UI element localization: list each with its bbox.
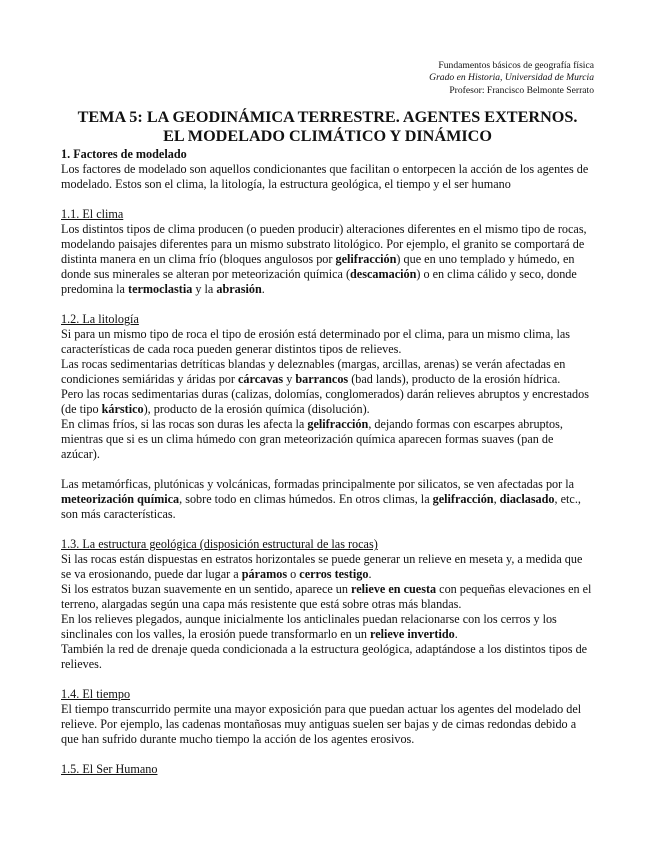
section-1-3-para-4: También la red de drenaje queda condicionada a la estructura geológica, adaptándose a los distintos tipos de relieves. [61,642,588,672]
section-1-2-para-2: Las rocas sedimentarias detríticas blandas y deleznables (margas, arcillas, arenas) se verán afectadas en condiciones semiáridas y áridas por cárcavas y barrancos (bad lands), producto de la erosión hídrica. [61,357,566,387]
section-1-3-heading: 1.3. La estructura geológica (disposición estructural de las rocas) [61,537,378,552]
term-descamacion: descamación [350,267,417,282]
term-relieve-en-cuesta: relieve en cuesta [351,582,437,597]
section-1-2-para-4: En climas fríos, si las rocas son duras les afecta la gelifracción, dejando formas con escarpes abruptos, mientras que si es un clima húmedo con gran meteorización química aparecen formas suaves (pan de azúcar). [61,417,563,462]
term-gelifraccion-3: gelifracción [432,492,494,507]
term-termoclastia: termoclastia [128,282,193,297]
term-karstico: kárstico [101,402,144,417]
section-1-3-para-3: En los relieves plegados, aunque inicialmente los anticlinales puedan relacionarse con los cerros y los sinclinales con los valles, la erosión puede transformarlo en un relieve invertido. [61,612,557,642]
section-1-2-para-1: Si para un mismo tipo de roca el tipo de erosión está determinado por el clima, para un mismo clima, las características de cada roca pueden generar distintos tipos de relieves. [61,327,571,357]
term-diaclasado: diaclasado [499,492,555,507]
section-1-3-para-2: Si los estratos buzan suavemente en un sentido, aparece un relieve en cuesta con pequeñas elevaciones en el terreno, alargadas según una capa más resistente que está sobre otras más blandas. [61,582,592,612]
term-meteorizacion-quimica: meteorización química [61,492,180,507]
course-name: Fundamentos básicos de geografía física [438,60,594,71]
section-1-1-text: Los distintos tipos de clima producen (o pueden producir) alteraciones diferentes en el mismo tipo de rocas, modelando paisajes diferentes para un mismo substrato litológico. Por ejemplo, el granito se comportará de distinta manera en un clima frío (bloques angulosos por gelifracción) que en uno templado y húmedo, en donde sus minerales se alteran por meteorización química (descamación) o en clima cálido y seco, donde predomina la termoclastia y la abrasión. [61,222,587,297]
section-1-2-heading: 1.2. La litología [61,312,139,327]
section-1-3-para-1: Si las rocas están dispuestas en estratos horizontales se puede generar un relieve en meseta y, a medida que se va erosionando, puede dar lugar a páramos o cerros testigo. [61,552,583,582]
term-barrancos: barrancos [295,372,349,387]
document-title [61,108,594,145]
document-header [61,60,594,97]
section-1-heading: 1. Factores de modelado [61,147,187,162]
term-gelifraccion: gelifracción [335,252,397,267]
section-1-5-heading: 1.5. El Ser Humano [61,762,158,777]
professor-name: Profesor: Francisco Belmonte Serrato [449,84,594,96]
section-1-text: Los factores de modelado son aquellos condicionantes que facilitan o entorpecen la acción de los agentes de modelado. Estos son el clima, la litología, la estructura geológica, el tiempo y el ser humano [61,162,589,192]
title-line-1: TEMA 5: LA GEODINÁMICA TERRESTRE. AGENTES EXTERNOS. [77,108,578,127]
section-1-2-para-5: Las metamórficas, plutónicas y volcánicas, formadas principalmente por silicatos, se ven afectadas por la meteorización química, sobre todo en climas húmedos. En otros climas, la gelifracción, diaclasado, etc., son más características. [61,477,581,522]
section-1-2-para-3: Pero las rocas sedimentarias duras (calizas, dolomías, conglomerados) darán relieves abruptos y encrestados (de tipo kárstico), producto de la erosión química (disolución). [61,387,589,417]
term-carcavas: cárcavas [238,372,284,387]
term-gelifraccion-2: gelifracción [307,417,369,432]
term-relieve-invertido: relieve invertido [370,627,455,642]
title-line-2: EL MODELADO CLIMÁTICO Y DINÁMICO [163,126,492,145]
term-cerros-testigo: cerros testigo [299,567,369,582]
term-abrasion: abrasión [216,282,262,297]
degree-name: Grado en Historia, Universidad de Murcia [429,72,594,84]
term-paramos: páramos [241,567,288,582]
section-1-1-heading: 1.1. El clima [61,207,124,222]
section-1-4-heading: 1.4. El tiempo [61,687,131,702]
section-1-4-text: El tiempo transcurrido permite una mayor exposición para que puedan actuar los agentes del modelado del relieve. Por ejemplo, las cadenas montañosas muy antiguas suelen ser bajas y de cimas redondas debido a que han sufrido durante mucho tiempo la acción de los agentes erosivos. [61,702,582,747]
